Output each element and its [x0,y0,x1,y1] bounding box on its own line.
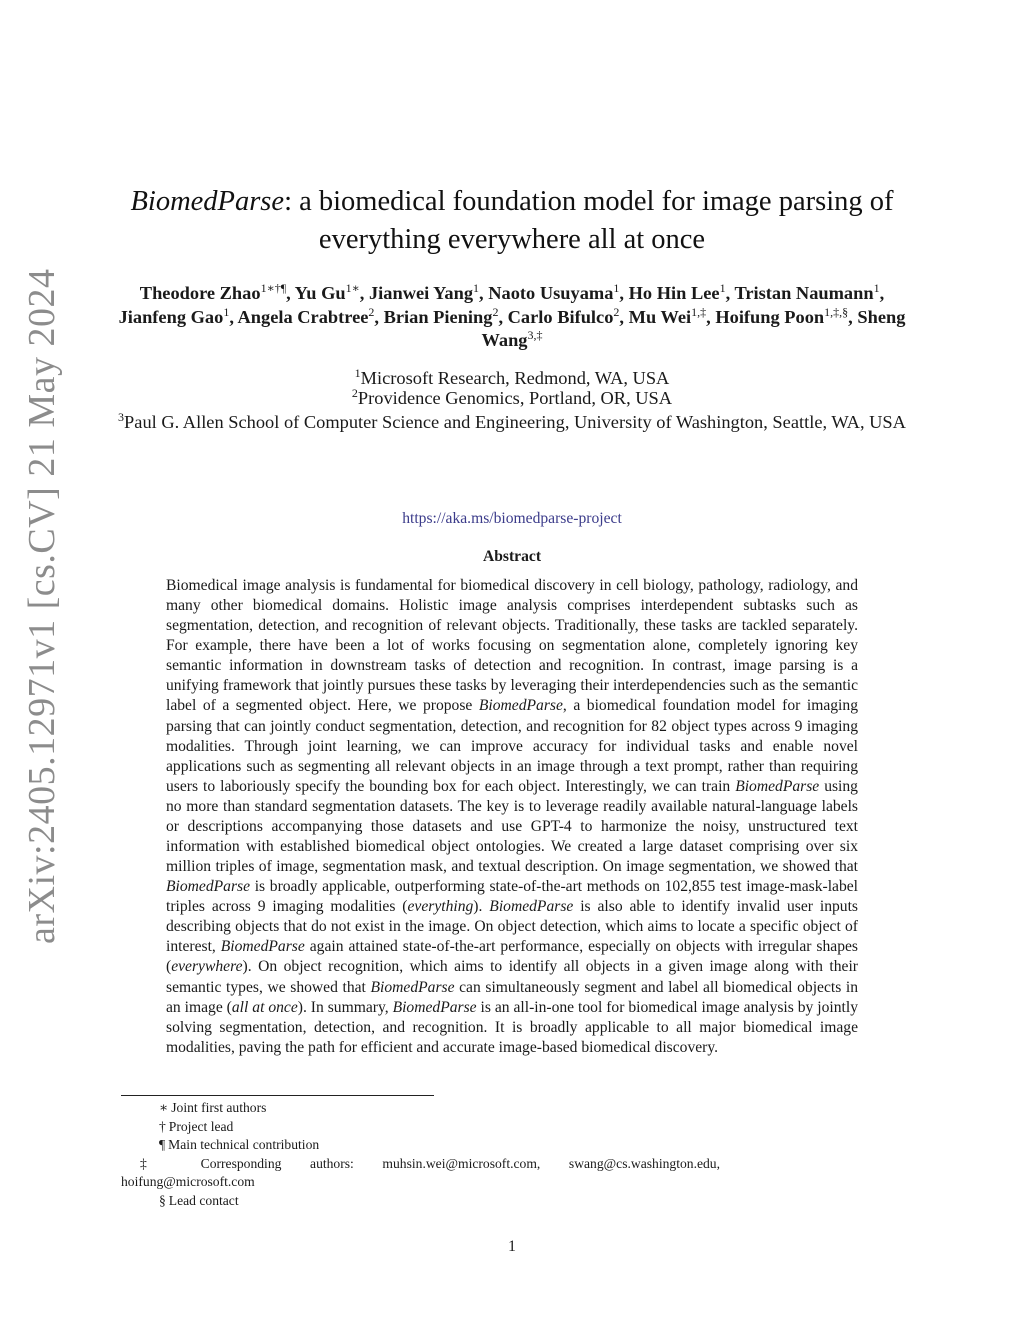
title-model-name: BiomedParse [130,186,285,217]
affiliation-1: $^1$Microsoft Research, Redmond, WA, USA [354,365,670,388]
title-line2: everything everywhere all at once [318,224,706,255]
author: Naoto Usuyama$^1$, [488,280,629,303]
footnote-divider [121,1095,434,1096]
footnote-lead-contact: § Lead contact [159,1192,239,1208]
footnote-project-lead: † Project lead [159,1118,234,1134]
project-link[interactable]: https://aka.ms/biomedparse-project [402,510,622,527]
footnote-joint-first: ∗ Joint first authors [159,1100,267,1115]
author: Mu Wei$^{1,\ddagger}$, [628,304,716,327]
paper-title [110,183,914,259]
author: Sheng Wang$^{3,\ddagger}$ [481,306,906,350]
affiliation-3: $^3$Paul G. Allen School of Computer Science and Engineering, University of Washington, Seattle, WA, USA [118,409,906,432]
affiliations [110,365,914,434]
author: Brian Piening$^2$, [383,304,508,327]
footnote-corresponding: ‡ Corresponding authors: muhsin.wei@microsoft.com, swang@cs.washington.edu, hoifung@microsoft.com [121,1155,720,1190]
footnotes [121,1099,721,1211]
affiliation-2: $^2$Providence Genomics, Portland, OR, USA [351,385,673,408]
author: Carlo Bifulco$^2$, [507,304,629,327]
title-line1-rest: : a biomedical foundation model for image parsing of [284,186,894,217]
abstract-heading: Abstract [482,548,542,565]
author: Jianfeng Gao$^1$, [118,304,238,327]
footnote-main-contribution: ¶ Main technical contribution [159,1137,320,1153]
abstract-body: Biomedical image analysis is fundamental for biomedical discovery in cell biology, pathology, radiology, and many other biomedical domains. Holistic image analysis comprises interdependent subtasks such as segmentation, detection, and recognition of relevant objects. Traditionally, these tasks are tackled separately. For example, there have been a lot of works focusing on segmentation alone, completely ignoring key semantic information in downstream tasks of detection and recognition. In contrast, image parsing is a unifying framework that jointly pursues these tasks by leveraging their interdependencies such as the semantic label of a segmented object. Here, we propose BiomedParse, a biomedical foundation model for imaging parsing that can jointly conduct segmentation, detection, and recognition for 82 object types across 9 imaging modalities. Through joint learning, we can improve accuracy for individual tasks and enable novel applications such as segmenting all relevant objects in an image through a text prompt, rather than requiring users to laboriously specify the bounding box for each object. Interestingly, we can train BiomedParse using no more than standard segmentation datasets. The key is to leverage readily available natural-language labels or descriptions accompanying those datasets and use GPT-4 to harmonize the noisy, unstructured text information with established biomedical object ontologies. We created a large dataset comprising over six million triples of image, segmentation mask, and textual description. On image segmentation, we showed that BiomedParse is broadly applicable, outperforming state-of-the-art methods on 102,855 test image-mask-label triples across 9 imaging modalities (everything). BiomedParse is also able to identify invalid user inputs describing objects that do not exist in the image. On object detection, which aims to locate a specific object of interest, BiomedParse again attained state-of-the-art performance, especially on objects with irregular shapes (everywhere). On object recognition, which aims to identify all objects in a given image along with their semantic types, we showed that BiomedParse can simultaneously segment and label all biomedical objects in an image (all at once). In summary, BiomedParse is an all-in-one tool for biomedical image analysis by jointly solving segmentation, detection, and recognition. It is broadly applicable to all major biomedical image modalities, paving the path for efficient and accurate image-based biomedical discovery. [166,577,859,1056]
author: Yu $Gu^{1∗}$, [294,280,369,303]
author: Angela Crabtree$^2$, [237,304,384,327]
page-number: 1 [508,1238,516,1255]
author-list [110,282,914,353]
author: Ho Hin Lee$^1$, [628,280,735,303]
author: Hoifung Poon$^{1,\ddagger,\S}$, [715,304,858,327]
arxiv-stamp: arXiv:2405.12971v1 [cs.CV] 21 May 2024 [21,268,63,944]
author: Tristan Naumann$^1$, [734,280,885,303]
author: Jianwei Yang$^1$, [368,280,489,303]
author: Theodore Zhao$^{1∗\dagger\P}$, [139,280,295,303]
